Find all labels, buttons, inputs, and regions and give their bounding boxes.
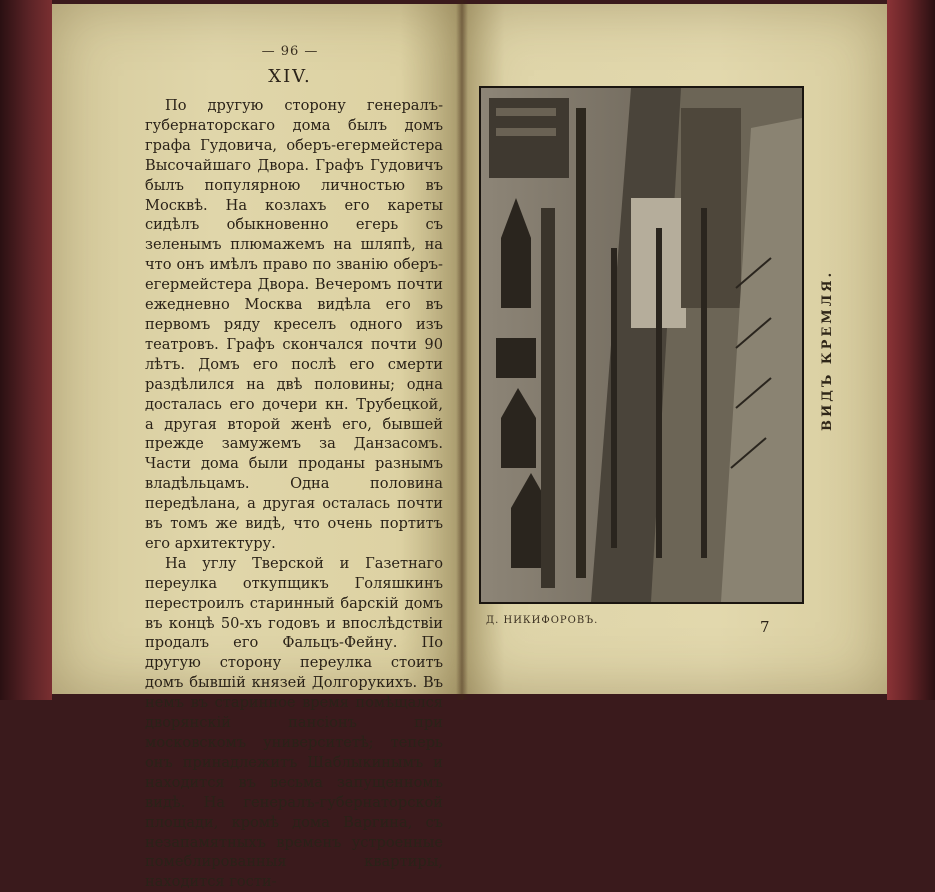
paragraph-2: На углу Тверской и Газетнаго переулка откупщикъ Голяшкинъ перестроилъ старинный барскій домъ въ концѣ 50-хъ годовъ и впослѣдствіи продалъ его Фальцъ-Фейну. По другую сторону переулка стоитъ домъ бывшій князей Долгорукихъ. Въ немъ въ старинное время помѣщался дворянскій пансіонъ при московскомъ университетѣ; теперь онъ принадлежитъ Шаблыкинымъ и находится въ весьма запущенномъ видѣ. На генералъ-губернаторской площади, кромѣ дома Варгина, съ незапамятныхъ временъ устроенные помеблированныя квартиры, находится гости- (145, 554, 443, 891)
chapter-heading: XIV. (268, 66, 312, 87)
paragraph-1: По другую сторону генералъ-губернаторскаго дома былъ домъ графа Гудовича, оберъ-егермейстера Высочайшаго Двора. Графъ Гудовичъ былъ популярною личностью въ Москвѣ. На козлахъ его кареты сидѣлъ обыкновенно егерь съ зеленымъ плюмажемъ на шляпѣ, на что онъ имѣлъ право по званію оберъ-егермейстера Двора. Вечеромъ почти ежедневно Москва видѣла его въ первомъ ряду креселъ одного изъ театровъ. Графъ скончался почти 90 лѣтъ. Домъ его послѣ его смерти раздѣлился на двѣ половины; одна досталась его дочери кн. Трубецкой, а другая второй женѣ его, бывшей прежде замужемъ за Данзасомъ. Части дома были проданы разнымъ владѣльцамъ. Одна половина передѣлана, а другая осталась почти въ томъ же видѣ, что очень портитъ его архитектуру. (145, 97, 443, 552)
book-cover-left (0, 0, 52, 700)
body-text (145, 96, 443, 892)
kremlin-photo-image (481, 88, 802, 602)
printer-signature: Д. НИКИФОРОВЪ. (486, 615, 599, 626)
sheet-number: 7 (760, 618, 770, 636)
book-gutter (456, 0, 468, 700)
photo-caption: ВИДЪ КРЕМЛЯ. (820, 269, 835, 431)
page-number: — 96 — (261, 44, 319, 59)
kremlin-photo (479, 86, 804, 604)
book-cover-right (887, 0, 935, 700)
